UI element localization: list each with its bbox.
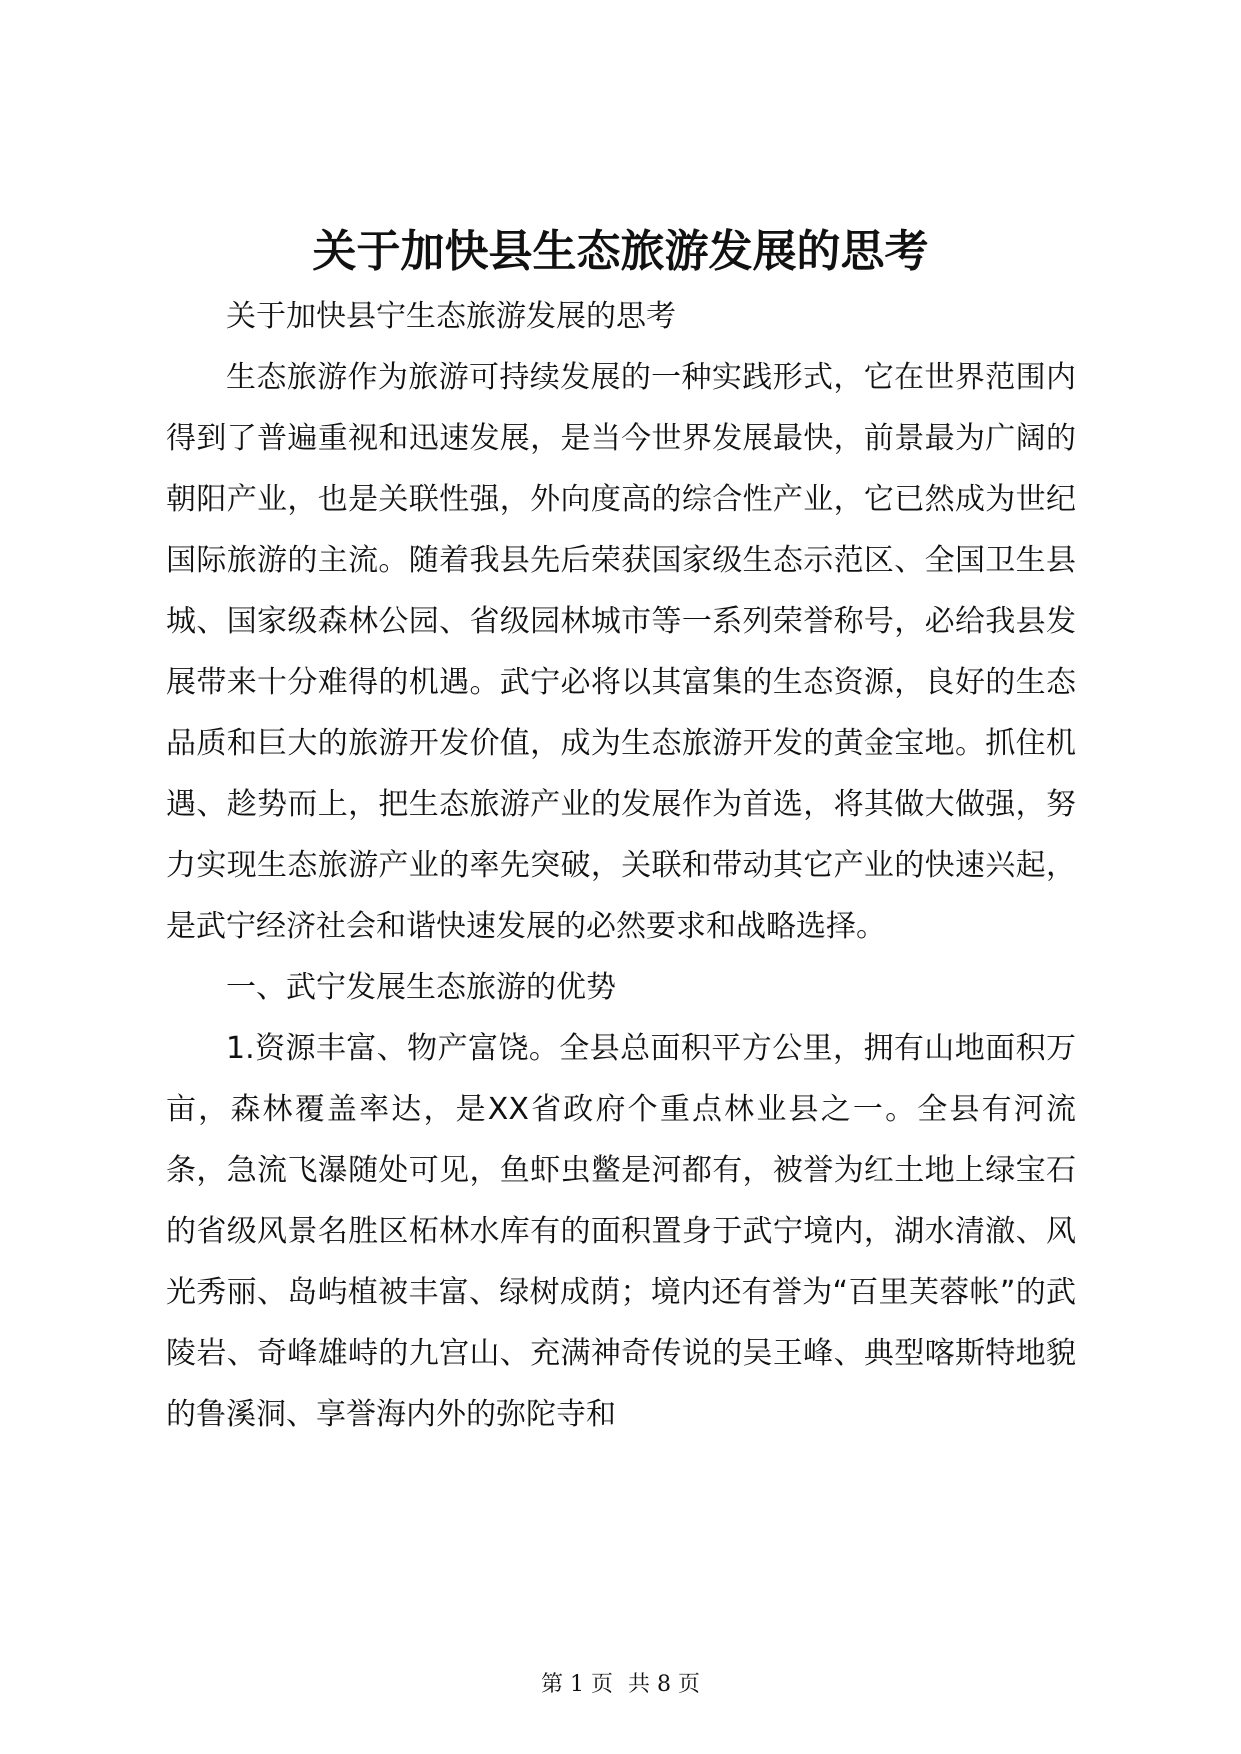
page-number: 第 1 页 (541, 1672, 613, 1697)
page-total: 共 8 页 (628, 1672, 700, 1697)
paragraph-subtitle: 关于加快县宁生态旅游发展的思考 (226, 299, 676, 334)
document-title: 关于加快县生态旅游发展的思考 (312, 226, 929, 277)
paragraph-resources: 1.资源丰富、物产富饶。全县总面积平方公里，拥有山地面积万亩，森林覆盖率达，是XX省政府个重点林业县之一。全县有河流条，急流飞瀑随处可见，鱼虾虫鳖是河都有，被誉为红土地上绿宝石的省级风景名胜区柘林水库有的面积置身于武宁境内，湖水清澈、风光秀丽、岛屿植被丰富、绿树成荫；境内还有誉为“百里芙蓉帐”的武陵岩、奇峰雄峙的九宫山、充满神奇传说的吴王峰、典型喀斯特地貌的鲁溪洞、享誉海内外的弥陀寺和 (166, 1031, 1076, 1432)
section-heading: 一、武宁发展生态旅游的优势 (226, 970, 616, 1005)
page-footer (0, 1670, 1241, 1700)
document-body (166, 286, 1076, 1445)
paragraph-intro: 生态旅游作为旅游可持续发展的一种实践形式，它在世界范围内得到了普遍重视和迅速发展，是当今世界发展最快，前景最为广阔的朝阳产业，也是关联性强，外向度高的综合性产业，它已然成为世纪国际旅游的主流。随着我县先后荣获国家级生态示范区、全国卫生县城、国家级森林公园、省级园林城市等一系列荣誉称号，必给我县发展带来十分难得的机遇。武宁必将以其富集的生态资源，良好的生态品质和巨大的旅游开发价值，成为生态旅游开发的黄金宝地。抓住机遇、趁势而上，把生态旅游产业的发展作为首选，将其做大做强，努力实现生态旅游产业的率先突破，关联和带动其它产业的快速兴起，是武宁经济社会和谐快速发展的必然要求和战略选择。 (166, 360, 1076, 944)
